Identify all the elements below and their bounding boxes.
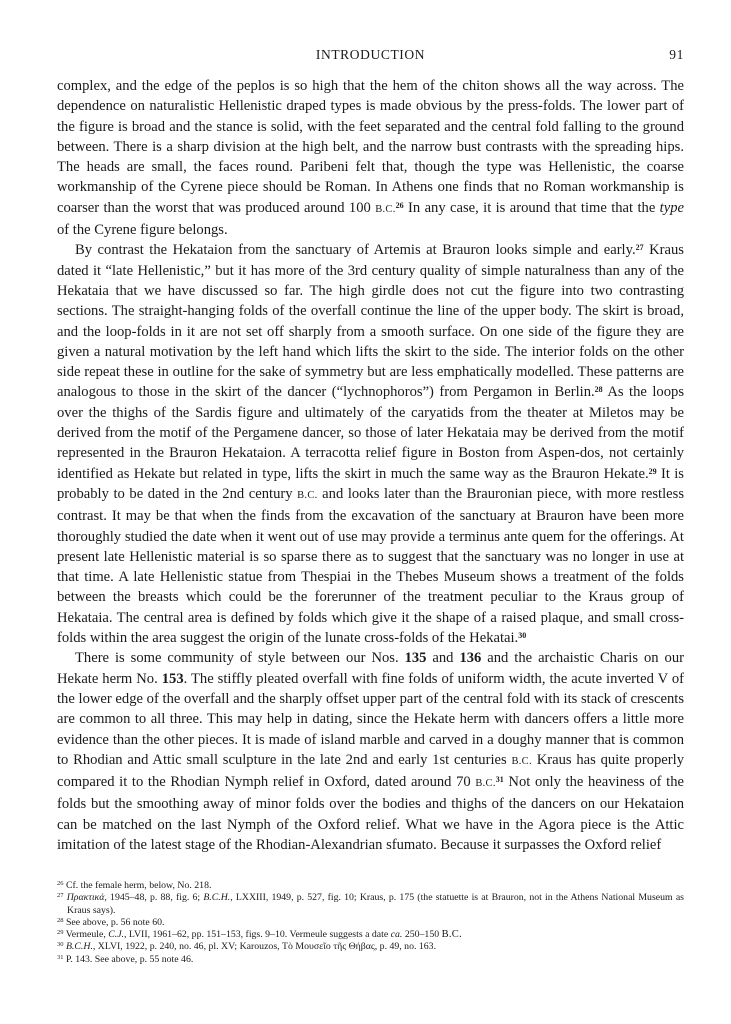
text-run: Kraus dated it “late Hellenistic,” but it has more of the 3rd century quality of simple naturalness than any of the Hekataia that we have discussed so far. The high girdle does not cut the figure into two contrasting sections. The straight-hanging folds of the overfall continue the line of the upper body. The skirt is broad, and the loop-folds in it are not set off sharply from a smooth surface. On one side of the figure they are given a natural motivation by the left hand which lifts the skirt to the side. The interior folds on the other side repeat these in outline for the sake of symmetry but are less emphatically modelled. These patterns are analogous to those in the skirt of the dancer (“lychnophoros”) from Pergamon in Berlin. <box>57 242 684 401</box>
text-run: , LXXIII, 1949, p. 527, fig. 10; Kraus, p. 175 (the statuette is at Brauron, not in the Athens National Museum as Kraus says). <box>67 892 684 916</box>
running-header <box>57 40 684 66</box>
footnote-number: 26 <box>57 880 64 888</box>
paragraph <box>57 76 684 240</box>
text-run: Not only the heaviness of the folds but the smoothing away of minor folds over the bodies and thighs of the dancers on our Hekataion can be matched on the last Nymph of the Oxford relief. What we have in the Agora piece is the Attic imitation of the latest stage of the Rhodian-Alexandrian sfumato. Because it surpasses the Oxford relief <box>57 774 684 853</box>
text-run: Cf. the female herm, below, No. 218. <box>65 880 212 892</box>
footnote-ref: 29 <box>648 466 657 476</box>
footnote <box>57 941 684 953</box>
italic-text: type <box>659 199 684 216</box>
text-run: and looks later than the Brauronian piece, with more restless contrast. It may be that when the finds from the excavation of the sanctuary at Brauron have been more thoroughly studied the date when it went out of use may provide a terminus ante quem for the offerings. At present late Hellenistic material is so sparse there as to suggest that the sanctuary was no longer in use at that time. A late Hellenistic statue from Thespiai in the Thebes Museum shows a treatment of the folds between the breasts which could be the forerunner of the treatment peculiar to the Kraus group of Hekataia. The central area is defined by folds which give it the shape of a raised plaque, and small cross-folds within the area suggest the origin of the lunate cross-folds of the Hekatai. <box>57 485 684 647</box>
footnote-number: 30 <box>57 941 64 949</box>
catalogue-number: 135 <box>404 650 427 667</box>
italic-text: C.J. <box>108 929 124 941</box>
footnote-number: 28 <box>57 916 64 924</box>
footnote-number: 27 <box>57 892 64 900</box>
text-run: P. 143. See above, p. 55 note 46. <box>65 953 194 965</box>
italic-text: B.C.H. <box>203 892 231 904</box>
paragraph <box>57 648 684 855</box>
footnote-ref: 27 <box>635 243 644 253</box>
running-title: INTRODUCTION <box>315 47 426 62</box>
footnote <box>57 954 684 966</box>
text-run: As the loops over the thighs of the Sardis figure and ultimately of the caryatids from the theater at Miletos may be derived from the motif of the Pergamene dancer, so those of later Hekataia may be derived from the motif represented in the Brauron Hekataion. A terracotta relief figure in Boston from Aspen-dos, not certainly identified as Hekate but related in type, lifts the skirt in much the same way as the Brauron Hekate. <box>57 384 684 482</box>
small-caps-text: B.C. <box>441 929 463 941</box>
catalogue-number: 153 <box>161 670 184 687</box>
text-run: By contrast the Hekataion from the sanctuary of Artemis at Brauron looks simple and early. <box>75 242 636 259</box>
footnote-ref: 30 <box>518 631 527 641</box>
italic-text: ca. <box>390 929 403 941</box>
text-run: of the Cyrene figure belongs. <box>57 222 228 239</box>
footnote <box>57 917 684 929</box>
small-caps-text: B.C. <box>375 203 396 215</box>
text-run: , LVII, 1961–62, pp. 151–153, figs. 9–10. Vermeule suggests a date <box>124 929 391 941</box>
text-run: There is some community of style between our Nos. <box>75 650 405 667</box>
text-run: 250–150 <box>402 929 442 941</box>
text-run: . The stiffly pleated overfall with fine folds of uniform width, the acute inverted V of the lower edge of the overfall and the sharply offset upper part of the central fold with its stack of crescents are common to all three. This may help in dating, since the Hekate herm with dancers offers a little more evidence than the other pieces. It is made of island marble and carved in a doughy manner that is common to Rhodian and Attic small sculpture in the late 2nd and early 1st centuries <box>57 670 684 768</box>
text-run: Vermeule, <box>65 929 109 941</box>
small-caps-text: B.C. <box>297 489 318 501</box>
page <box>57 40 684 966</box>
catalogue-number: 136 <box>459 650 482 667</box>
italic-text: B.C.H. <box>65 941 93 953</box>
text-run: and the archaistic Charis on our Hekate herm No. <box>57 650 684 687</box>
text-run: In any case, it is around that time that the <box>403 199 660 216</box>
footnotes <box>57 880 684 965</box>
text-run: , 1945–48, p. 88, fig. 6; <box>104 892 204 904</box>
text-run: , XLVI, 1922, p. 240, no. 46, pl. XV; Karouzos, Τὸ Μουσεῖο τῆς Θήβας, p. 49, no. 163. <box>92 941 437 953</box>
footnote-number: 29 <box>57 929 64 937</box>
text-run: and <box>426 650 460 667</box>
footnote <box>57 880 684 892</box>
footnote <box>57 892 684 916</box>
italic-text: Πρακτικά <box>66 892 105 904</box>
small-caps-text: B.C. <box>475 778 496 790</box>
main-text <box>57 76 684 855</box>
page-number: 91 <box>669 47 684 62</box>
footnote-number: 31 <box>57 953 64 961</box>
footnote-ref: 26 <box>395 200 404 210</box>
text-run: See above, p. 56 note 60. <box>65 916 165 928</box>
footnote-ref: 31 <box>495 775 504 785</box>
paragraph <box>57 240 684 648</box>
text-run: Kraus has quite properly compared it to the Rhodian Nymph relief in Oxford, dated around 70 <box>57 751 684 791</box>
footnote-ref: 28 <box>594 385 603 395</box>
footnote <box>57 929 684 941</box>
text-run: complex, and the edge of the peplos is so high that the hem of the chiton shows all the way across. The dependence on naturalistic Hellenistic draped types is made obvious by the press-folds. The lower part of the figure is broad and the stance is solid, with the feet separated and the central fold falling to the ground between. There is a sharp division at the high belt, and the narrow bust contrasts with the spreading hips. The heads are small, the faces round. Paribeni felt that, though the type was Hellenistic, the coarse workmanship of the Cyrene piece should be Roman. In Athens one finds that no Roman workmanship is coarser than the worst that was produced around 100 <box>57 78 684 216</box>
text-run: It is probably to be dated in the 2nd century <box>57 465 684 502</box>
small-caps-text: B.C. <box>511 755 532 767</box>
